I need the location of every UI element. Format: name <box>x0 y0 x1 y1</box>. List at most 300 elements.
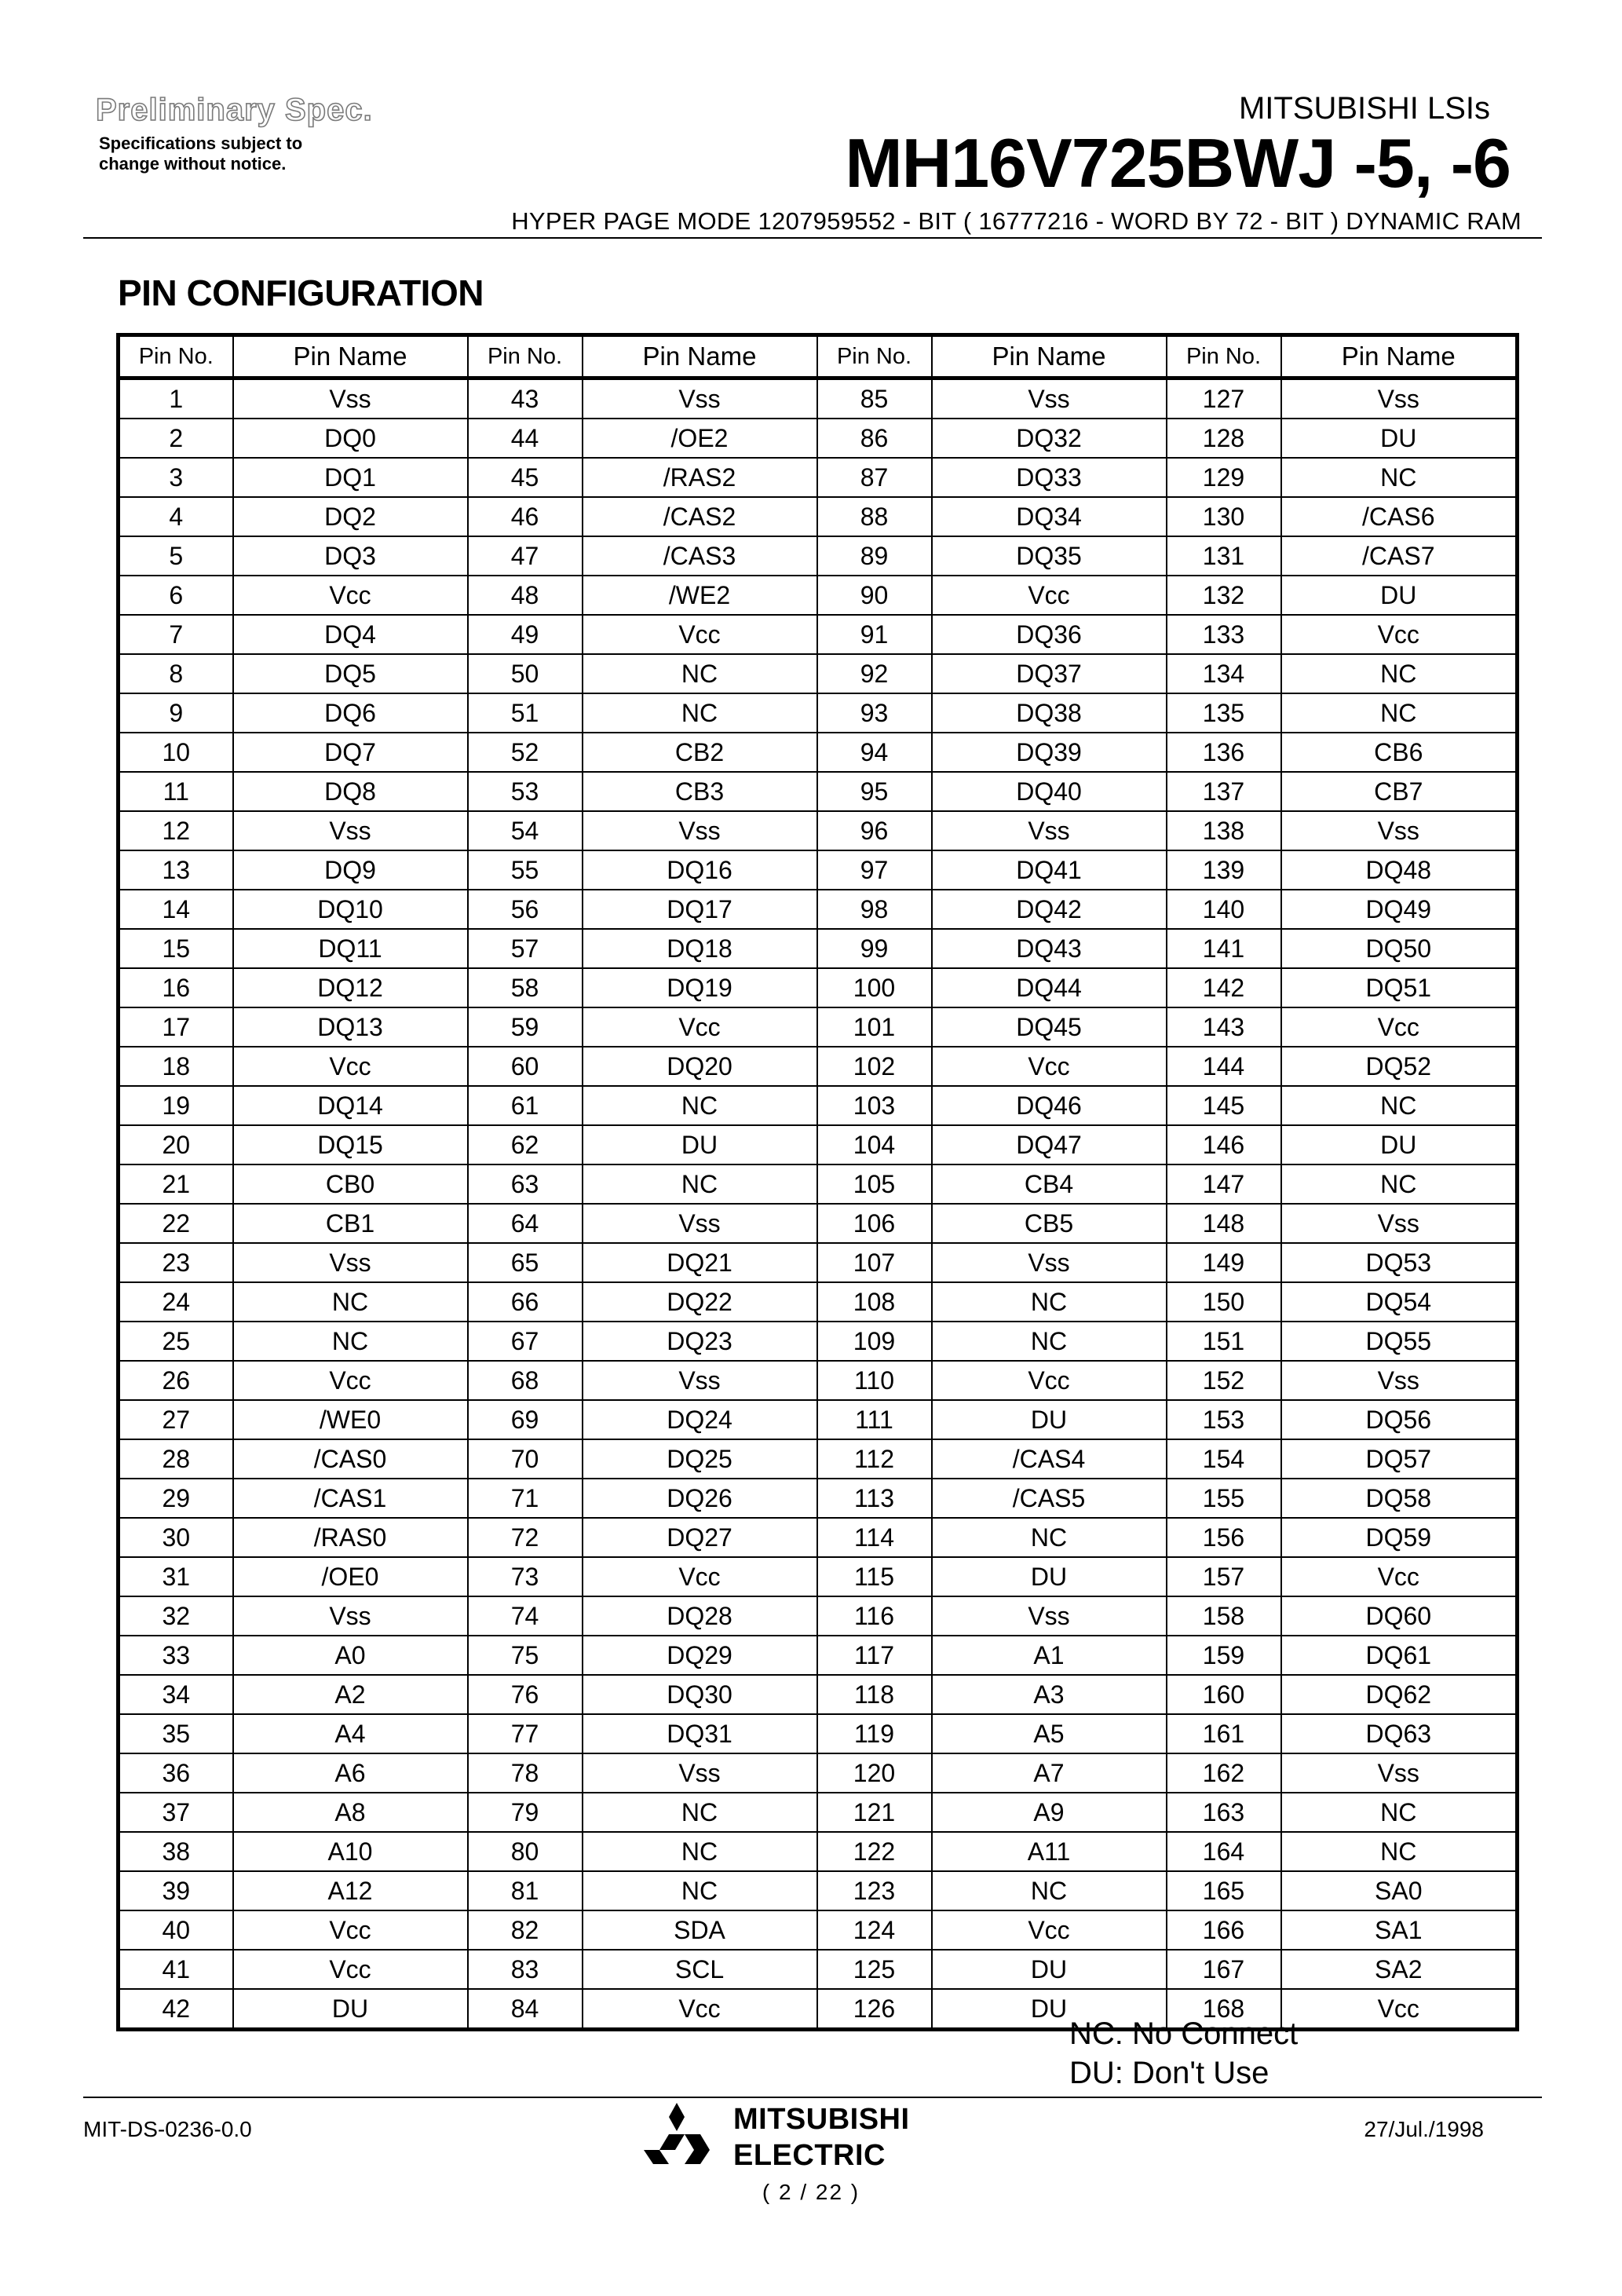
pin-name-cell: A10 <box>233 1832 468 1871</box>
pin-number-cell: 48 <box>468 576 583 615</box>
pin-name-cell: /RAS2 <box>583 458 817 497</box>
pin-name-cell: Vcc <box>1281 615 1518 654</box>
pin-name-cell: Vcc <box>233 576 468 615</box>
pin-name-cell: DQ6 <box>233 693 468 733</box>
table-row <box>119 1714 1518 1753</box>
pin-name-cell: DQ59 <box>1281 1518 1518 1557</box>
pin-number-cell: 154 <box>1167 1439 1281 1479</box>
table-row <box>119 1007 1518 1047</box>
pin-name-cell: /CAS4 <box>932 1439 1167 1479</box>
pin-number-cell: 58 <box>468 968 583 1007</box>
table-row <box>119 733 1518 772</box>
pin-number-cell: 127 <box>1167 378 1281 419</box>
pin-name-cell: DQ48 <box>1281 850 1518 890</box>
pin-name-cell: DQ29 <box>583 1636 817 1675</box>
pin-name-cell: NC <box>583 1793 817 1832</box>
pin-number-cell: 37 <box>119 1793 233 1832</box>
table-row <box>119 1204 1518 1243</box>
pin-name-cell: /CAS7 <box>1281 536 1518 576</box>
pin-number-cell: 113 <box>817 1479 932 1518</box>
pin-name-cell: /OE2 <box>583 419 817 458</box>
table-row <box>119 693 1518 733</box>
table-row <box>119 497 1518 536</box>
pin-name-cell: DQ50 <box>1281 929 1518 968</box>
pin-name-cell: DQ14 <box>233 1086 468 1125</box>
table-row <box>119 890 1518 929</box>
pin-number-cell: 64 <box>468 1204 583 1243</box>
pin-number-cell: 165 <box>1167 1871 1281 1910</box>
legend-nc: NC: No Connect <box>1069 2016 1299 2051</box>
pin-number-cell: 104 <box>817 1125 932 1164</box>
pin-name-cell: NC <box>932 1871 1167 1910</box>
pin-name-cell: CB3 <box>583 772 817 811</box>
pin-name-cell: Vss <box>1281 811 1518 850</box>
pin-name-cell: A1 <box>932 1636 1167 1675</box>
pin-number-cell: 43 <box>468 378 583 419</box>
pin-number-cell: 162 <box>1167 1753 1281 1793</box>
legend-du: DU: Don't Use <box>1069 2056 1269 2090</box>
pin-number-cell: 11 <box>119 772 233 811</box>
pin-name-cell: DQ41 <box>932 850 1167 890</box>
pin-number-cell: 45 <box>468 458 583 497</box>
pin-number-cell: 148 <box>1167 1204 1281 1243</box>
pin-name-cell: NC <box>583 693 817 733</box>
pin-name-cell: DQ30 <box>583 1675 817 1714</box>
pin-number-cell: 99 <box>817 929 932 968</box>
pin-name-cell: Vss <box>583 811 817 850</box>
pin-number-cell: 94 <box>817 733 932 772</box>
pin-name-cell: DQ36 <box>932 615 1167 654</box>
pin-number-cell: 24 <box>119 1282 233 1322</box>
pin-name-cell: DU <box>1281 1125 1518 1164</box>
pin-name-cell: Vss <box>932 1596 1167 1636</box>
pin-number-cell: 8 <box>119 654 233 693</box>
table-row <box>119 968 1518 1007</box>
pin-number-cell: 167 <box>1167 1950 1281 1989</box>
pin-name-cell: DQ4 <box>233 615 468 654</box>
pin-number-cell: 159 <box>1167 1636 1281 1675</box>
pin-name-cell: NC <box>1281 1086 1518 1125</box>
pin-name-cell: SCL <box>583 1950 817 1989</box>
pin-name-cell: /CAS5 <box>932 1479 1167 1518</box>
pin-name-cell: DQ10 <box>233 890 468 929</box>
pin-name-cell: DQ56 <box>1281 1400 1518 1439</box>
pin-number-cell: 34 <box>119 1675 233 1714</box>
pin-number-cell: 147 <box>1167 1164 1281 1204</box>
pin-number-cell: 28 <box>119 1439 233 1479</box>
pin-name-cell: Vcc <box>233 1910 468 1950</box>
pin-name-cell: DQ42 <box>932 890 1167 929</box>
table-row <box>119 1479 1518 1518</box>
pin-number-cell: 25 <box>119 1322 233 1361</box>
pin-name-cell: A5 <box>932 1714 1167 1753</box>
pin-number-cell: 30 <box>119 1518 233 1557</box>
pin-number-cell: 85 <box>817 378 932 419</box>
pin-number-cell: 132 <box>1167 576 1281 615</box>
column-header-pin-no: Pin No. <box>817 335 932 378</box>
pin-name-cell: Vss <box>583 1753 817 1793</box>
pin-number-cell: 135 <box>1167 693 1281 733</box>
pin-number-cell: 84 <box>468 1989 583 2030</box>
pin-number-cell: 3 <box>119 458 233 497</box>
pin-number-cell: 133 <box>1167 615 1281 654</box>
pin-name-cell: SDA <box>583 1910 817 1950</box>
pin-number-cell: 140 <box>1167 890 1281 929</box>
pin-number-cell: 156 <box>1167 1518 1281 1557</box>
preliminary-note-line-1: Specifications subject to <box>99 133 303 153</box>
pin-number-cell: 157 <box>1167 1557 1281 1596</box>
pin-name-cell: DQ16 <box>583 850 817 890</box>
pin-number-cell: 68 <box>468 1361 583 1400</box>
pin-number-cell: 26 <box>119 1361 233 1400</box>
pin-number-cell: 114 <box>817 1518 932 1557</box>
pin-number-cell: 161 <box>1167 1714 1281 1753</box>
table-row <box>119 1361 1518 1400</box>
pin-number-cell: 137 <box>1167 772 1281 811</box>
pin-number-cell: 9 <box>119 693 233 733</box>
pin-name-cell: DQ12 <box>233 968 468 1007</box>
pin-number-cell: 82 <box>468 1910 583 1950</box>
table-row <box>119 1596 1518 1636</box>
pin-number-cell: 21 <box>119 1164 233 1204</box>
pin-number-cell: 168 <box>1167 1989 1281 2030</box>
pin-name-cell: DU <box>932 1400 1167 1439</box>
pin-number-cell: 42 <box>119 1989 233 2030</box>
pin-number-cell: 66 <box>468 1282 583 1322</box>
pin-number-cell: 32 <box>119 1596 233 1636</box>
pin-number-cell: 80 <box>468 1832 583 1871</box>
pin-name-cell: DQ8 <box>233 772 468 811</box>
pin-number-cell: 65 <box>468 1243 583 1282</box>
pin-number-cell: 77 <box>468 1714 583 1753</box>
pin-number-cell: 160 <box>1167 1675 1281 1714</box>
pin-number-cell: 31 <box>119 1557 233 1596</box>
table-row <box>119 576 1518 615</box>
pin-name-cell: CB5 <box>932 1204 1167 1243</box>
pin-number-cell: 27 <box>119 1400 233 1439</box>
table-row <box>119 1243 1518 1282</box>
pin-name-cell: Vss <box>932 811 1167 850</box>
document-subtitle: HYPER PAGE MODE 1207959552 - BIT ( 16777216 - WORD BY 72 - BIT ) DYNAMIC RAM <box>511 207 1522 235</box>
pin-name-cell: DU <box>932 1950 1167 1989</box>
pin-name-cell: DQ5 <box>233 654 468 693</box>
pin-number-cell: 40 <box>119 1910 233 1950</box>
pin-name-cell: Vss <box>233 378 468 419</box>
pin-name-cell: NC <box>1281 1832 1518 1871</box>
table-row <box>119 1439 1518 1479</box>
table-row <box>119 654 1518 693</box>
pin-number-cell: 5 <box>119 536 233 576</box>
pin-name-cell: Vcc <box>1281 1989 1518 2030</box>
pin-number-cell: 18 <box>119 1047 233 1086</box>
pin-name-cell: DQ45 <box>932 1007 1167 1047</box>
pin-name-cell: Vcc <box>932 576 1167 615</box>
pin-name-cell: A12 <box>233 1871 468 1910</box>
pin-name-cell: DQ34 <box>932 497 1167 536</box>
pin-name-cell: Vcc <box>583 1989 817 2030</box>
pin-number-cell: 72 <box>468 1518 583 1557</box>
pin-number-cell: 124 <box>817 1910 932 1950</box>
footer-rule <box>83 2097 1542 2098</box>
pin-number-cell: 63 <box>468 1164 583 1204</box>
pin-name-cell: Vcc <box>1281 1007 1518 1047</box>
pin-name-cell: SA0 <box>1281 1871 1518 1910</box>
pin-number-cell: 54 <box>468 811 583 850</box>
column-header-pin-no: Pin No. <box>119 335 233 378</box>
pin-number-cell: 89 <box>817 536 932 576</box>
pin-name-cell: DQ24 <box>583 1400 817 1439</box>
pin-name-cell: Vss <box>583 378 817 419</box>
table-row <box>119 1871 1518 1910</box>
footer-brand-line-2: ELECTRIC <box>733 2139 886 2172</box>
pin-number-cell: 39 <box>119 1871 233 1910</box>
pin-name-cell: NC <box>1281 693 1518 733</box>
table-row <box>119 1518 1518 1557</box>
document-date: 27/Jul./1998 <box>1364 2117 1484 2141</box>
pin-number-cell: 10 <box>119 733 233 772</box>
pin-number-cell: 155 <box>1167 1479 1281 1518</box>
pin-name-cell: A0 <box>233 1636 468 1675</box>
pin-name-cell: CB2 <box>583 733 817 772</box>
pin-name-cell: DU <box>932 1989 1167 2030</box>
pin-number-cell: 2 <box>119 419 233 458</box>
pin-number-cell: 29 <box>119 1479 233 1518</box>
pin-name-cell: DQ47 <box>932 1125 1167 1164</box>
pin-name-cell: DQ11 <box>233 929 468 968</box>
pin-name-cell: NC <box>1281 458 1518 497</box>
pin-name-cell: Vss <box>1281 378 1518 419</box>
pin-number-cell: 131 <box>1167 536 1281 576</box>
header-rule <box>83 237 1542 239</box>
pin-name-cell: DQ55 <box>1281 1322 1518 1361</box>
table-row <box>119 1675 1518 1714</box>
table-row <box>119 1793 1518 1832</box>
pin-name-cell: CB7 <box>1281 772 1518 811</box>
pin-number-cell: 57 <box>468 929 583 968</box>
column-header-pin-name: Pin Name <box>932 335 1167 378</box>
pin-number-cell: 38 <box>119 1832 233 1871</box>
pin-configuration-table <box>116 333 1519 2031</box>
pin-number-cell: 95 <box>817 772 932 811</box>
table-row <box>119 929 1518 968</box>
table-row <box>119 1125 1518 1164</box>
pin-name-cell: A4 <box>233 1714 468 1753</box>
pin-name-cell: DQ38 <box>932 693 1167 733</box>
pin-number-cell: 67 <box>468 1322 583 1361</box>
pin-number-cell: 56 <box>468 890 583 929</box>
pin-name-cell: A3 <box>932 1675 1167 1714</box>
pin-number-cell: 46 <box>468 497 583 536</box>
pin-name-cell: /RAS0 <box>233 1518 468 1557</box>
pin-name-cell: Vcc <box>932 1361 1167 1400</box>
pin-name-cell: DU <box>1281 419 1518 458</box>
pin-number-cell: 78 <box>468 1753 583 1793</box>
pin-number-cell: 153 <box>1167 1400 1281 1439</box>
pin-number-cell: 144 <box>1167 1047 1281 1086</box>
table-row <box>119 378 1518 419</box>
table-row <box>119 1400 1518 1439</box>
pin-number-cell: 6 <box>119 576 233 615</box>
pin-name-cell: DQ58 <box>1281 1479 1518 1518</box>
pin-name-cell: DU <box>1281 576 1518 615</box>
pin-name-cell: Vss <box>932 1243 1167 1282</box>
pin-number-cell: 44 <box>468 419 583 458</box>
pin-number-cell: 76 <box>468 1675 583 1714</box>
pin-number-cell: 22 <box>119 1204 233 1243</box>
pin-name-cell: NC <box>932 1282 1167 1322</box>
table-row <box>119 1832 1518 1871</box>
pin-name-cell: CB6 <box>1281 733 1518 772</box>
pin-name-cell: DQ49 <box>1281 890 1518 929</box>
pin-number-cell: 88 <box>817 497 932 536</box>
pin-name-cell: Vcc <box>233 1950 468 1989</box>
pin-number-cell: 49 <box>468 615 583 654</box>
pin-number-cell: 166 <box>1167 1910 1281 1950</box>
pin-name-cell: Vss <box>932 378 1167 419</box>
pin-number-cell: 41 <box>119 1950 233 1989</box>
pin-number-cell: 79 <box>468 1793 583 1832</box>
pin-name-cell: DQ57 <box>1281 1439 1518 1479</box>
pin-name-cell: DQ0 <box>233 419 468 458</box>
pin-name-cell: DQ15 <box>233 1125 468 1164</box>
preliminary-spec-title: Preliminary Spec. <box>96 93 373 127</box>
pin-name-cell: DQ53 <box>1281 1243 1518 1282</box>
pin-number-cell: 36 <box>119 1753 233 1793</box>
pin-name-cell: A9 <box>932 1793 1167 1832</box>
table-row <box>119 1753 1518 1793</box>
column-header-pin-no: Pin No. <box>468 335 583 378</box>
pin-number-cell: 47 <box>468 536 583 576</box>
pin-number-cell: 150 <box>1167 1282 1281 1322</box>
pin-number-cell: 90 <box>817 576 932 615</box>
pin-number-cell: 4 <box>119 497 233 536</box>
pin-number-cell: 86 <box>817 419 932 458</box>
pin-number-cell: 19 <box>119 1086 233 1125</box>
pin-number-cell: 59 <box>468 1007 583 1047</box>
pin-name-cell: NC <box>932 1518 1167 1557</box>
pin-number-cell: 138 <box>1167 811 1281 850</box>
table-row <box>119 1164 1518 1204</box>
pin-name-cell: A7 <box>932 1753 1167 1793</box>
table-row <box>119 1950 1518 1989</box>
pin-name-cell: NC <box>583 1871 817 1910</box>
pin-name-cell: A8 <box>233 1793 468 1832</box>
pin-name-cell: DQ3 <box>233 536 468 576</box>
pin-number-cell: 151 <box>1167 1322 1281 1361</box>
pin-number-cell: 119 <box>817 1714 932 1753</box>
pin-number-cell: 130 <box>1167 497 1281 536</box>
pin-name-cell: DQ7 <box>233 733 468 772</box>
pin-number-cell: 53 <box>468 772 583 811</box>
pin-name-cell: NC <box>583 1832 817 1871</box>
pin-name-cell: Vcc <box>583 615 817 654</box>
pin-number-cell: 111 <box>817 1400 932 1439</box>
pin-name-cell: DU <box>932 1557 1167 1596</box>
table-row <box>119 1047 1518 1086</box>
pin-name-cell: DQ39 <box>932 733 1167 772</box>
pin-number-cell: 14 <box>119 890 233 929</box>
pin-number-cell: 105 <box>817 1164 932 1204</box>
pin-name-cell: /CAS2 <box>583 497 817 536</box>
pin-name-cell: DQ32 <box>932 419 1167 458</box>
pin-name-cell: DQ62 <box>1281 1675 1518 1714</box>
pin-name-cell: Vcc <box>583 1007 817 1047</box>
pin-name-cell: Vss <box>233 811 468 850</box>
pin-name-cell: DQ17 <box>583 890 817 929</box>
pin-number-cell: 20 <box>119 1125 233 1164</box>
pin-name-cell: DQ60 <box>1281 1596 1518 1636</box>
pin-name-cell: Vcc <box>932 1910 1167 1950</box>
pin-number-cell: 92 <box>817 654 932 693</box>
pin-name-cell: DQ25 <box>583 1439 817 1479</box>
table-row <box>119 1989 1518 2030</box>
pin-name-cell: NC <box>583 1086 817 1125</box>
pin-number-cell: 73 <box>468 1557 583 1596</box>
pin-number-cell: 164 <box>1167 1832 1281 1871</box>
pin-name-cell: CB1 <box>233 1204 468 1243</box>
pin-name-cell: Vss <box>233 1596 468 1636</box>
table-row <box>119 1282 1518 1322</box>
pin-number-cell: 50 <box>468 654 583 693</box>
pin-number-cell: 62 <box>468 1125 583 1164</box>
pin-number-cell: 123 <box>817 1871 932 1910</box>
pin-number-cell: 1 <box>119 378 233 419</box>
pin-name-cell: Vss <box>1281 1204 1518 1243</box>
table-row <box>119 850 1518 890</box>
pin-name-cell: NC <box>1281 654 1518 693</box>
pin-name-cell: DQ40 <box>932 772 1167 811</box>
pin-number-cell: 120 <box>817 1753 932 1793</box>
pin-name-cell: DQ27 <box>583 1518 817 1557</box>
section-title: PIN CONFIGURATION <box>118 272 484 313</box>
pin-number-cell: 100 <box>817 968 932 1007</box>
pin-number-cell: 33 <box>119 1636 233 1675</box>
pin-name-cell: NC <box>233 1322 468 1361</box>
pin-name-cell: NC <box>932 1322 1167 1361</box>
part-number-title: MH16V725BWJ -5, -6 <box>845 124 1511 202</box>
pin-name-cell: A11 <box>932 1832 1167 1871</box>
pin-name-cell: NC <box>1281 1793 1518 1832</box>
pin-number-cell: 129 <box>1167 458 1281 497</box>
pin-table-body <box>119 378 1518 2030</box>
pin-name-cell: DQ44 <box>932 968 1167 1007</box>
pin-number-cell: 60 <box>468 1047 583 1086</box>
brand-lsis-label: MITSUBISHI LSIs <box>1238 91 1490 126</box>
pin-name-cell: DQ9 <box>233 850 468 890</box>
table-row <box>119 1086 1518 1125</box>
pin-number-cell: 81 <box>468 1871 583 1910</box>
pin-number-cell: 102 <box>817 1047 932 1086</box>
pin-name-cell: DQ21 <box>583 1243 817 1282</box>
pin-name-cell: Vcc <box>1281 1557 1518 1596</box>
table-row <box>119 458 1518 497</box>
pin-name-cell: SA1 <box>1281 1910 1518 1950</box>
pin-name-cell: NC <box>583 654 817 693</box>
mitsubishi-logo-icon <box>641 2101 713 2166</box>
pin-name-cell: SA2 <box>1281 1950 1518 1989</box>
pin-number-cell: 142 <box>1167 968 1281 1007</box>
pin-name-cell: DQ63 <box>1281 1714 1518 1753</box>
pin-number-cell: 93 <box>817 693 932 733</box>
pin-name-cell: A2 <box>233 1675 468 1714</box>
pin-number-cell: 143 <box>1167 1007 1281 1047</box>
pin-name-cell: DQ54 <box>1281 1282 1518 1322</box>
pin-name-cell: Vcc <box>233 1361 468 1400</box>
pin-name-cell: DQ26 <box>583 1479 817 1518</box>
pin-name-cell: Vss <box>233 1243 468 1282</box>
pin-name-cell: NC <box>583 1164 817 1204</box>
pin-number-cell: 141 <box>1167 929 1281 968</box>
